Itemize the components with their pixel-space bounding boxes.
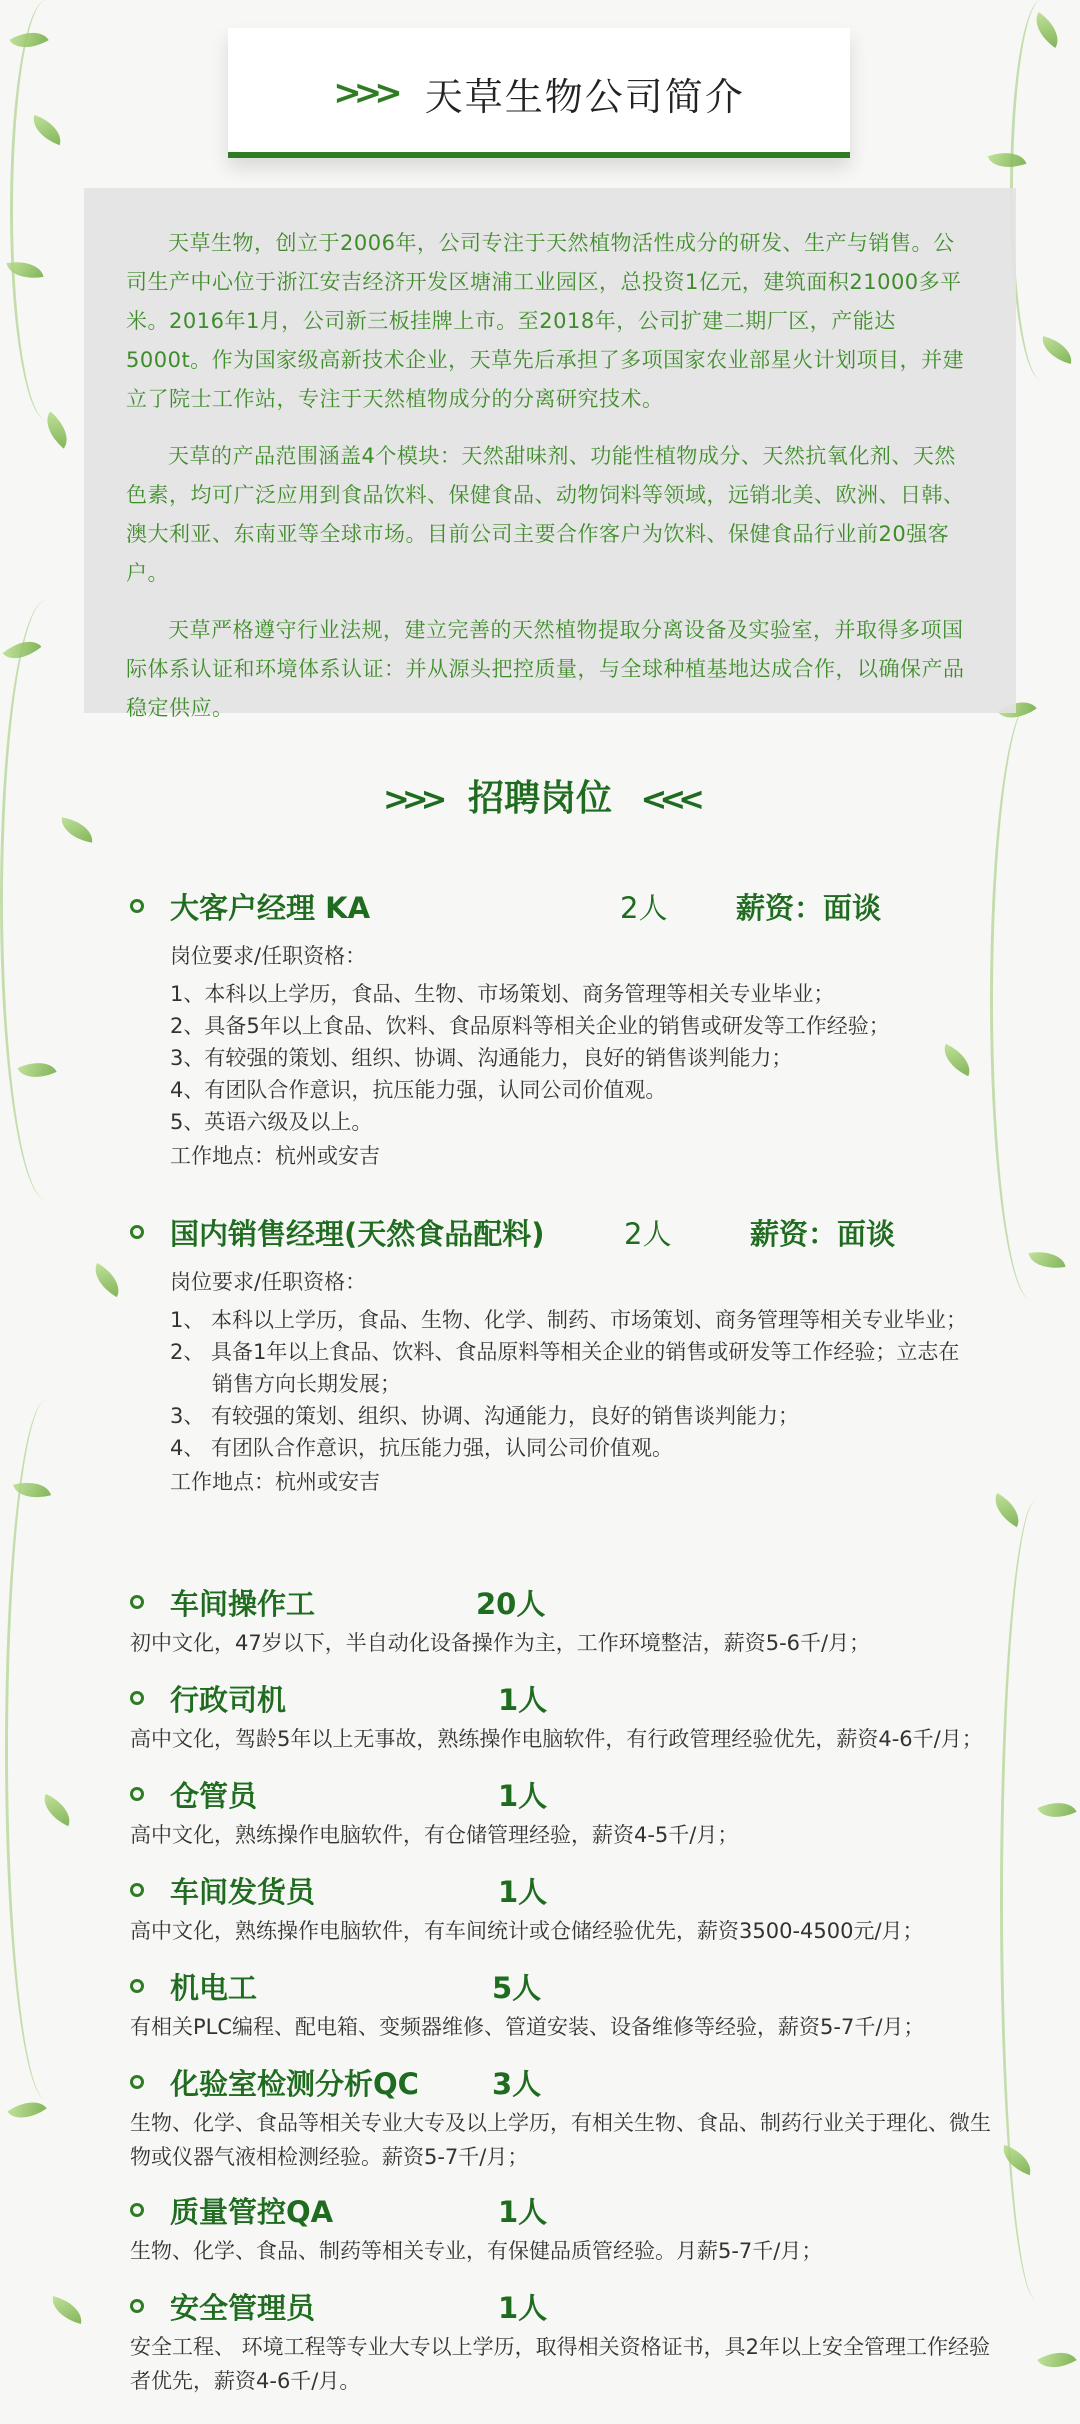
job-description: 生物、化学、食品等相关专业大专及以上学历，有相关生物、食品、制药行业关于理化、微生物或仪器气液相检测经验。薪资5-7千/月；	[130, 2111, 991, 2169]
triple-chevron-right-icon: >>>	[383, 780, 440, 818]
bullet-icon	[130, 2299, 144, 2313]
bullet-icon	[130, 2075, 144, 2089]
job-title: 机电工	[170, 1970, 258, 2005]
req-item: 1、 本科以上学历，食品、生物、化学、制药、市场策划、商务管理等相关专业毕业；	[170, 1308, 968, 1332]
req-item: 2、具备5年以上食品、饮料、食品原料等相关企业的销售或研发等工作经验；	[170, 1014, 890, 1038]
triple-chevron-left-icon: <<<	[640, 780, 697, 818]
job-qa	[130, 2188, 1030, 2232]
intro-paragraph: 天草生物，创立于2006年，公司专注于天然植物活性成分的研发、生产与销售。公司生产中心位于浙江安吉经济开发区塘浦工业园区，总投资1亿元，建筑面积21000多平米。2016年1月，公司新三板挂牌上市。至2018年，公司扩建二期厂区，产能达5000t。作为国家级高新技术企业，天草先后承担了多项国家农业部星火计划项目，并建立了院士工作站，专注于天然植物成分的分离研究技术。	[126, 231, 965, 411]
job-admin-driver	[130, 1676, 1030, 1720]
company-intro-header	[228, 28, 850, 158]
job-title: 行政司机	[170, 1682, 287, 1717]
req-item: 2、 具备1年以上食品、饮料、食品原料等相关企业的销售或研发等工作经验；立志在	[170, 1340, 960, 1364]
job-headcount: 5人	[492, 1970, 542, 2005]
job-title: 国内销售经理(天然食品配料)	[170, 1216, 545, 1251]
job-salary: 薪资：面谈	[736, 890, 882, 925]
page-title: 天草生物公司简介	[424, 74, 745, 119]
job-title: 车间发货员	[170, 1874, 316, 1909]
job-safety-manager	[130, 2284, 1030, 2328]
job-location: 工作地点：杭州或安吉	[170, 1470, 380, 1494]
intro-paragraph: 天草严格遵守行业法规，建立完善的天然植物提取分离设备及实验室，并取得多项国际体系认证和环境体系认证：并从源头把控质量，与全球种植基地达成合作，以确保产品稳定供应。	[126, 618, 965, 720]
req-item: 3、 有较强的策划、组织、协调、沟通能力，良好的销售谈判能力；	[170, 1404, 800, 1428]
req-item: 5、英语六级及以上。	[170, 1110, 373, 1134]
job-electrician	[130, 1964, 1030, 2008]
req-item: 4、 有团队合作意识，抗压能力强，认同公司价值观。	[170, 1436, 674, 1460]
section-title-text: 招聘岗位	[467, 778, 612, 819]
bullet-icon	[130, 1225, 144, 1239]
job-headcount: 1人	[498, 1874, 548, 1909]
job-title: 化验室检测分析QC	[170, 2066, 419, 2101]
job-headcount: 1人	[498, 1682, 548, 1717]
bullet-icon	[130, 1883, 144, 1897]
bullet-icon	[130, 1691, 144, 1705]
header-underline	[228, 152, 850, 158]
job-workshop-operator	[130, 1580, 1030, 1624]
job-title: 仓管员	[170, 1778, 258, 1813]
job-headcount: 1人	[498, 2290, 548, 2325]
intro-paragraph: 天草的产品范围涵盖4个模块：天然甜味剂、功能性植物成分、天然抗氧化剂、天然色素，均可广泛应用到食品饮料、保健食品、动物饲料等领域，远销北美、欧洲、日韩、澳大利亚、东南亚等全球市场。目前公司主要合作客户为饮料、保健食品行业前20强客户。	[126, 444, 965, 585]
job-headcount: 3人	[492, 2066, 542, 2101]
req-title: 岗位要求/任职资格：	[170, 1270, 367, 1294]
req-title: 岗位要求/任职资格：	[170, 944, 367, 968]
bullet-icon	[130, 1595, 144, 1609]
recruit-section-title	[0, 770, 1080, 821]
job-headcount: 1人	[498, 1778, 548, 1813]
job-lab-qc	[130, 2060, 1030, 2104]
job-headcount: 1人	[498, 2194, 548, 2229]
bullet-icon	[130, 2203, 144, 2217]
job-title: 车间操作工	[170, 1586, 316, 1621]
job-description: 安全工程、 环境工程等专业大专以上学历，取得相关资格证书，具2年以上安全管理工作经验者优先，薪资4-6千/月。	[130, 2335, 991, 2393]
job-description: 生物、化学、食品、制药等相关专业，有保健品质管经验。月薪5-7千/月；	[130, 2239, 823, 2263]
job-headcount: 2人	[620, 890, 668, 925]
bullet-icon	[130, 1787, 144, 1801]
req-item: 销售方向长期发展；	[212, 1372, 401, 1396]
req-item: 4、有团队合作意识，抗压能力强，认同公司价值观。	[170, 1078, 667, 1102]
job-description: 高中文化，驾龄5年以上无事故，熟练操作电脑软件，有行政管理经验优先，薪资4-6千/月；	[130, 1727, 983, 1751]
job-shipping-clerk	[130, 1868, 1030, 1912]
job-warehouse-keeper	[130, 1772, 1030, 1816]
bullet-icon	[130, 1979, 144, 1993]
job-title: 安全管理员	[170, 2290, 316, 2325]
job-description: 有相关PLC编程、配电箱、变频器维修、管道安装、设备维修等经验，薪资5-7千/月；	[130, 2015, 925, 2039]
bullet-icon	[130, 899, 144, 913]
job-domestic-sales-manager	[130, 1208, 1010, 1498]
req-item: 3、有较强的策划、组织、协调、沟通能力，良好的销售谈判能力；	[170, 1046, 793, 1070]
company-intro-box	[84, 188, 1016, 720]
job-ka-manager	[130, 882, 1010, 1172]
job-title: 大客户经理 KA	[170, 890, 371, 925]
job-headcount: 20人	[476, 1586, 546, 1621]
job-description: 高中文化，熟练操作电脑软件，有仓储管理经验，薪资4-5千/月；	[130, 1823, 739, 1847]
job-description: 高中文化，熟练操作电脑软件，有车间统计或仓储经验优先，薪资3500-4500元/月；	[130, 1919, 924, 1943]
job-headcount: 2人	[624, 1216, 672, 1251]
req-item: 1、本科以上学历，食品、生物、市场策划、商务管理等相关专业毕业；	[170, 982, 835, 1006]
job-location: 工作地点：杭州或安吉	[170, 1144, 380, 1168]
job-title: 质量管控QA	[170, 2194, 334, 2229]
triple-chevron-icon: >>>	[333, 73, 395, 113]
job-description: 初中文化，47岁以下，半自动化设备操作为主，工作环境整洁，薪资5-6千/月；	[130, 1631, 871, 1655]
job-salary: 薪资：面谈	[750, 1216, 896, 1251]
